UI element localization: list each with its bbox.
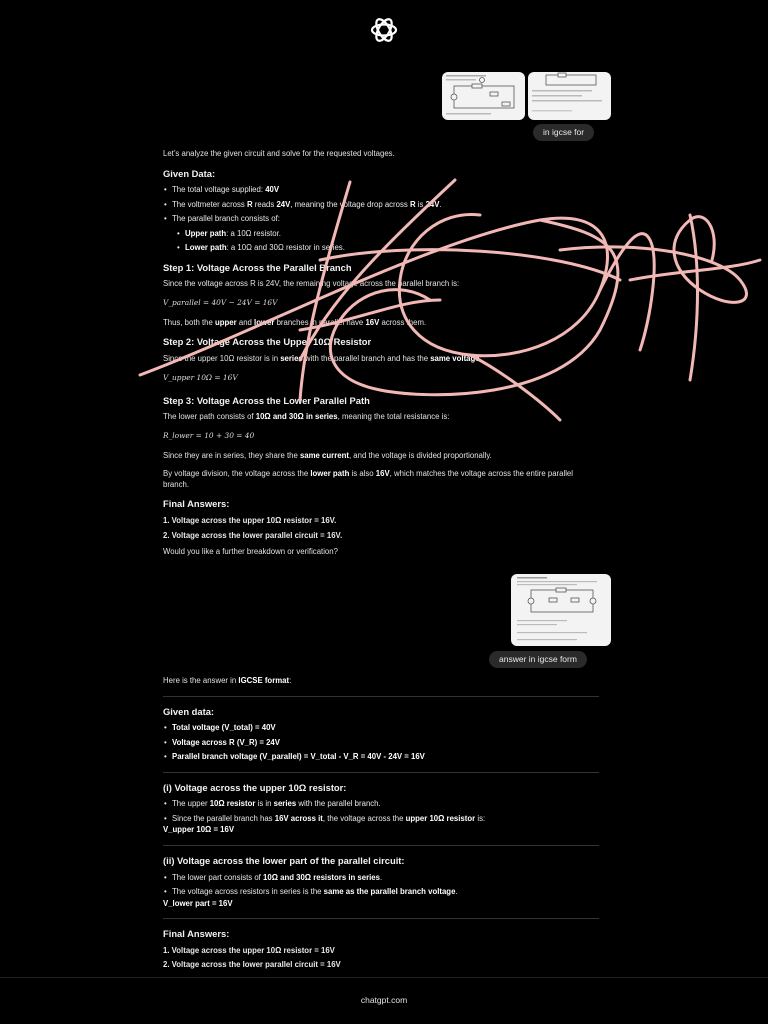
list-item: 1. Voltage across the upper 10Ω resistor = 16V. [163, 516, 337, 526]
openai-logo-icon [366, 16, 402, 44]
final-answers-list [163, 946, 599, 971]
final-answers-heading: Final Answers: [163, 498, 230, 510]
given-data-list [163, 185, 599, 225]
list-item: 2. Voltage across the lower parallel circuit = 16V. [163, 530, 343, 540]
step1-equation: V_parallel = 40V − 24V = 16V [163, 297, 278, 307]
step1-text: Since the voltage across R is 24V, the remaining voltage across the parallel branch is: [163, 279, 460, 289]
list-item: • The voltage across resistors in series is the same as the parallel branch voltage. [163, 887, 599, 898]
part-ii-heading: (ii) Voltage across the lower part of the parallel circuit: [163, 854, 405, 866]
divider [163, 845, 599, 846]
assistant-message [163, 149, 599, 566]
list-item: 1. Voltage across the upper 10Ω resistor = 16V [163, 945, 335, 955]
part-i-heading: (i) Voltage across the upper 10Ω resistor: [163, 781, 347, 793]
step1-conclusion: Thus, both the upper and lower branches in parallel have 16V across them. [163, 317, 427, 327]
list-item: • Lower path: a 10Ω and 30Ω resistor in series. [176, 243, 599, 254]
list-item: • Total voltage (V_total) = 40V [163, 723, 599, 734]
given-data-heading: Given data: [163, 705, 215, 717]
step2-text: Since the upper 10Ω resistor is in series with the parallel branch and has the same voltage: [163, 354, 482, 364]
list-item: • The voltmeter across R reads 24V, meaning the voltage drop across R is 24V. [163, 200, 599, 211]
final-answers-heading: Final Answers: [163, 928, 230, 940]
list-item: • Since the parallel branch has 16V across it, the voltage across the upper 10Ω resistor is: [163, 814, 599, 825]
step2-equation: V_upper 10Ω = 16V [163, 372, 238, 382]
part-i-list [163, 799, 599, 824]
attachment-worksheet-image[interactable] [511, 574, 611, 646]
answer-intro: Here is the answer in IGCSE format: [163, 676, 292, 685]
list-item: 2. Voltage across the lower parallel circuit = 16V [163, 960, 341, 970]
answer-intro: Let’s analyze the given circuit and solve for the requested voltages. [163, 149, 395, 158]
user-message-bubble: in igcse for [533, 124, 594, 141]
final-answers-list [163, 516, 599, 541]
step3-equation: R_lower = 10 + 30 = 40 [163, 430, 255, 440]
divider [163, 772, 599, 773]
step2-heading: Step 2: Voltage Across the Upper 10Ω Resistor [163, 336, 372, 348]
user-attachments [442, 72, 611, 120]
divider [163, 696, 599, 697]
list-item: • Voltage across R (V_R) = 24V [163, 738, 599, 749]
parallel-branch-list [163, 229, 599, 254]
given-data-list [163, 723, 599, 763]
assistant-message [163, 676, 599, 975]
list-item: • The upper 10Ω resistor is in series with the parallel branch. [163, 799, 599, 810]
step3-text: The lower path consists of 10Ω and 30Ω in series, meaning the total resistance is: [163, 412, 450, 422]
step3-paragraph-3: By voltage division, the voltage across the lower path is also 16V, which matches the voltage across the entire parallel branch. [163, 469, 573, 489]
list-item: • The lower part consists of 10Ω and 30Ω resistors in series. [163, 873, 599, 884]
list-item: • The total voltage supplied: 40V [163, 185, 599, 196]
chatgpt-link[interactable]: chatgpt.com [360, 995, 408, 1006]
step3-heading: Step 3: Voltage Across the Lower Parallel Path [163, 394, 370, 406]
follow-up-question: Would you like a further breakdown or verification? [163, 547, 338, 557]
list-item: • Upper path: a 10Ω resistor. [176, 229, 599, 240]
footer [0, 977, 768, 1024]
attachment-circuit-image[interactable] [442, 72, 525, 120]
step1-heading: Step 1: Voltage Across the Parallel Branch [163, 261, 352, 273]
step3-paragraph-2: Since they are in series, they share the same current, and the voltage is divided proportionally. [163, 450, 492, 460]
list-item: • Parallel branch voltage (V_parallel) = V_total - V_R = 40V - 24V = 16V [163, 752, 599, 763]
part-ii-list [163, 873, 599, 898]
divider [163, 918, 599, 919]
given-data-heading: Given Data: [163, 167, 216, 179]
part-i-result: V_upper 10Ω = 16V [163, 825, 235, 835]
user-message-bubble: answer in igcse form [489, 651, 587, 668]
part-ii-result: V_lower part = 16V [163, 898, 233, 908]
attachment-question-image[interactable] [528, 72, 611, 120]
list-item: • The parallel branch consists of: [163, 214, 599, 225]
